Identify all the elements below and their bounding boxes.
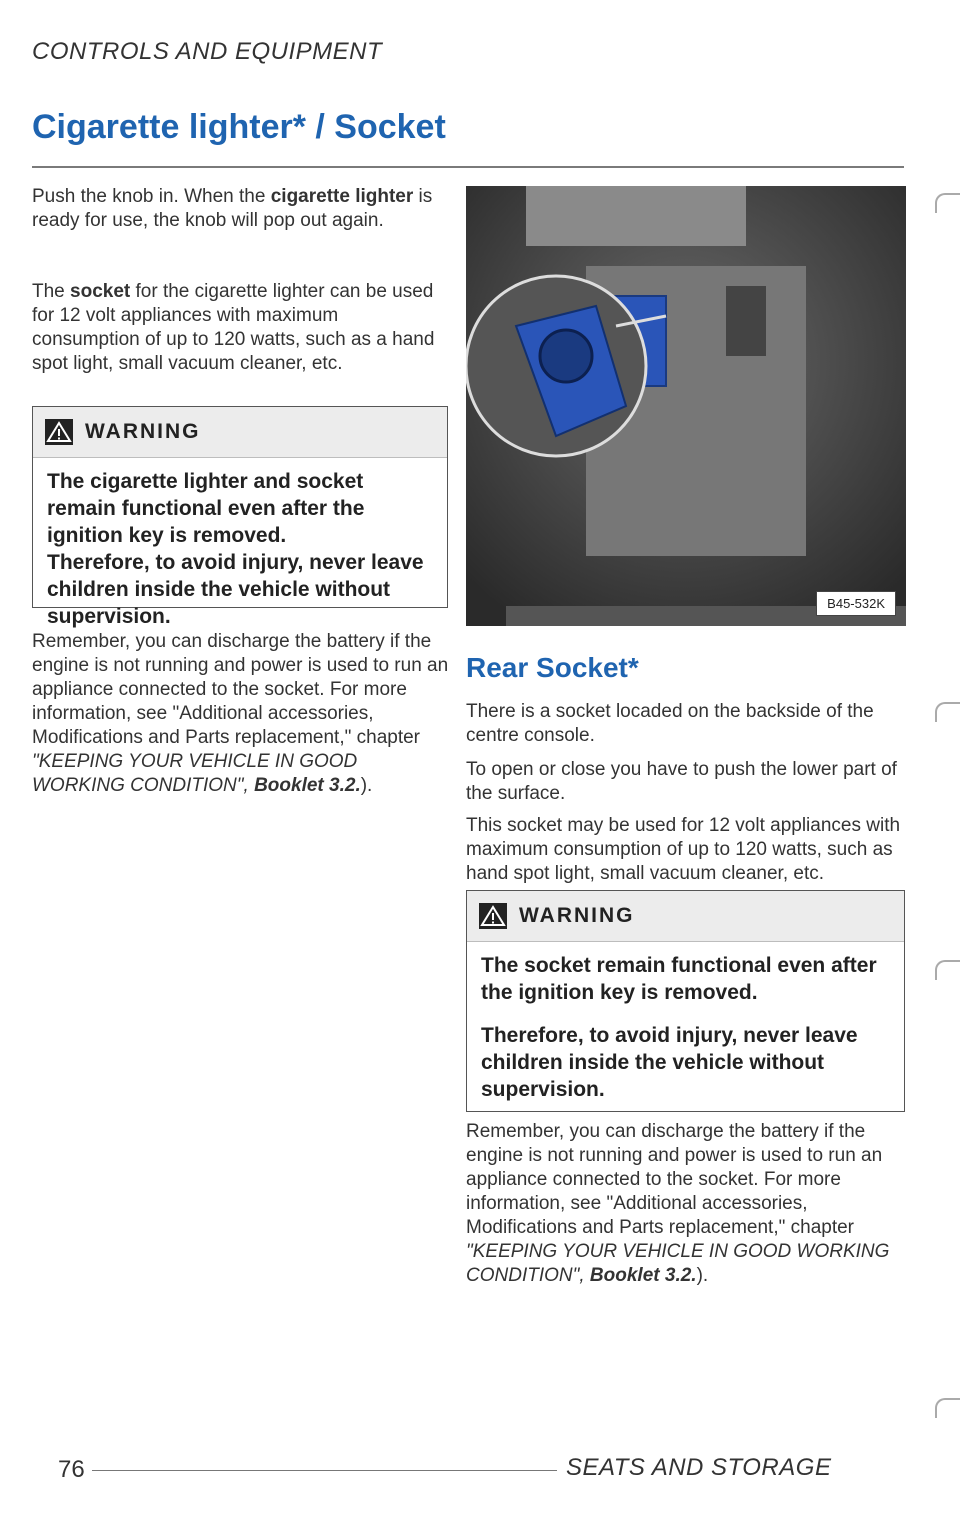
warning-bar <box>467 891 904 942</box>
page-number: 76 <box>58 1456 85 1483</box>
title-rule <box>32 166 904 168</box>
warning-body <box>467 942 904 1113</box>
right-paragraph-4: Remember, you can discharge the battery if the engine is not running and power is used to run an appliance connected to the socket. For more information, see "Additional accessories, Modifications and Parts replacement," chapter "KEEPING YOUR VEHICLE IN GOOD WORKING CONDITION", Booklet 3.2.). <box>466 1121 890 1286</box>
warning-label: WARNING <box>519 904 635 927</box>
edge-mark <box>935 193 960 213</box>
edge-mark <box>935 1398 960 1418</box>
footer-line <box>92 1470 557 1471</box>
warning-text-2: Therefore, to avoid injury, never leave children inside the vehicle without supervision. <box>47 551 424 628</box>
console-illustration <box>466 186 906 626</box>
section-header: CONTROLS AND EQUIPMENT <box>32 38 383 65</box>
left-paragraph-1: Push the knob in. When the cigarette lighter is ready for use, the knob will pop out again. <box>32 186 433 231</box>
right-paragraph-2: To open or close you have to push the lower part of the surface. <box>466 759 897 804</box>
warning-triangle-icon <box>45 419 73 445</box>
warning-text-1: The socket remain functional even after the ignition key is removed. <box>481 954 877 1004</box>
left-warning-box <box>32 406 448 628</box>
right-paragraph-1: There is a socket locaded on the backside of the centre console. <box>466 701 874 746</box>
right-warning-box <box>466 890 905 1112</box>
right-paragraph-3: This socket may be used for 12 volt appliances with maximum consumption of up to 120 watts, such as hand spot light, small vacuum cleaner, etc. <box>466 815 901 884</box>
page-title: Cigarette lighter* / Socket <box>32 108 446 146</box>
rear-socket-title: Rear Socket* <box>466 652 639 683</box>
edge-mark <box>935 702 960 722</box>
warning-body <box>33 458 447 640</box>
figure-label: B45-532K <box>816 591 896 616</box>
rear-socket-figure <box>466 186 906 626</box>
warning-triangle-icon <box>479 903 507 929</box>
warning-text-2: Therefore, to avoid injury, never leave children inside the vehicle without supervision. <box>481 1024 858 1101</box>
left-paragraph-3: Remember, you can discharge the battery if the engine is not running and power is used to run an appliance connected to the socket. For more information, see "Additional accessories, Modifications and Parts replacement," chapter "KEEPING YOUR VEHICLE IN GOOD WORKING CONDITION", Booklet 3.2.). <box>32 631 449 796</box>
footer-section: SEATS AND STORAGE <box>566 1454 832 1481</box>
left-paragraph-2: The socket for the cigarette lighter can be used for 12 volt appliances with maximum consumption of up to 120 watts, such as a hand spot light, small vacuum cleaner, etc. <box>32 281 435 374</box>
edge-mark <box>935 960 960 980</box>
warning-text-1: The cigarette lighter and socket remain functional even after the ignition key is removed. <box>47 470 365 547</box>
warning-bar <box>33 407 447 458</box>
warning-label: WARNING <box>85 420 201 443</box>
